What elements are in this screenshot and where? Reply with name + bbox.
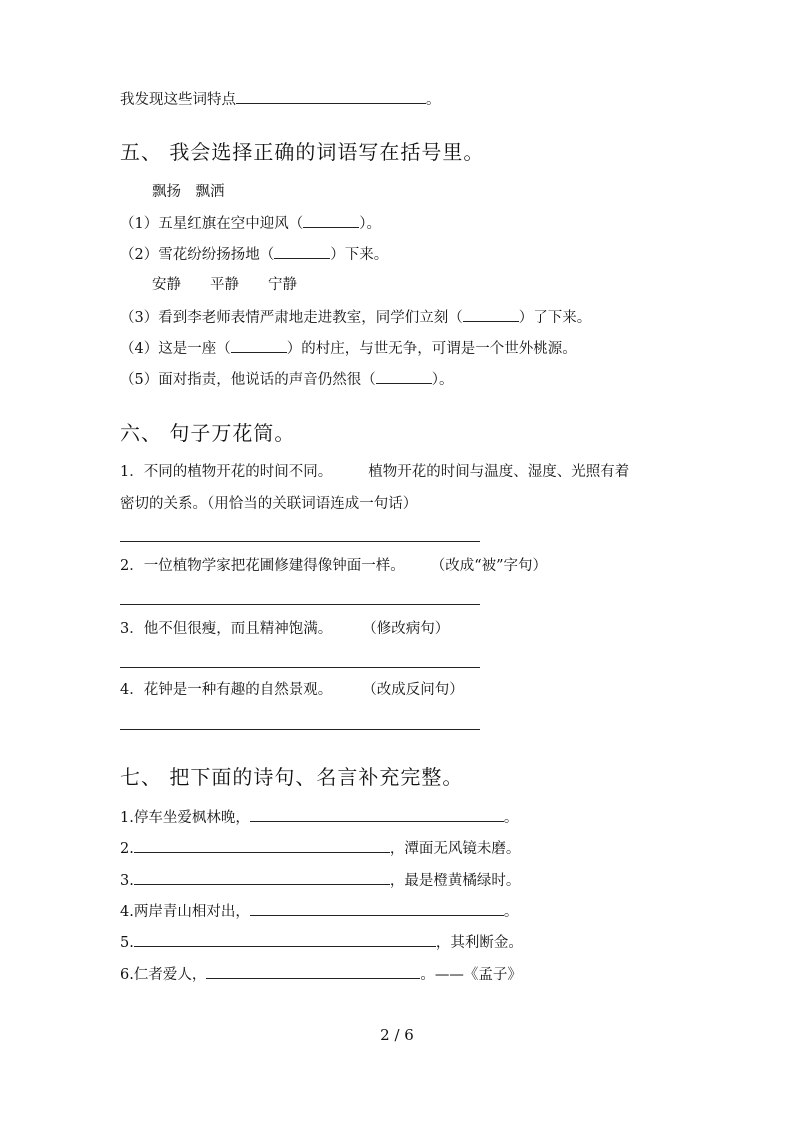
question-4: 4．花钟是一种有趣的自然景观。 （改成反问句） (120, 682, 464, 698)
answer-blank[interactable] (274, 244, 330, 259)
question-item: （2）雪花纷纷扬扬地（ ）下来。 (120, 244, 388, 265)
answer-blank[interactable] (250, 807, 504, 822)
answer-blank[interactable] (134, 932, 436, 947)
answer-line[interactable] (120, 729, 480, 730)
section-5-title: 五、 我会选择正确的词语写在括号里。 (120, 140, 485, 164)
answer-line[interactable] (120, 541, 480, 542)
answer-blank[interactable] (206, 964, 420, 979)
poem-item: 3. ，最是橙黄橘绿时。 (120, 870, 520, 891)
question-item: （1）五星红旗在空中迎风（ ）。 (120, 213, 381, 234)
poem-item: 1.停车坐爱枫林晚， 。 (120, 807, 518, 828)
poem-item: 6.仁者爱人， 。——《孟子》 (120, 964, 522, 985)
question-3: 3．他不但很瘦，而且精神饱满。 （修改病句） (120, 621, 450, 637)
answer-line[interactable] (120, 604, 480, 605)
answer-blank[interactable] (134, 870, 390, 885)
question-2: 2．一位植物学家把花圃修建得像钟面一样。 （改成“被”字句） (120, 558, 548, 574)
answer-blank[interactable] (236, 89, 426, 104)
question-item: （5）面对指责，他说话的声音仍然很（ ）。 (120, 369, 453, 390)
answer-blank[interactable] (303, 213, 359, 228)
section-6-title: 六、 句子万花筒。 (120, 421, 296, 445)
answer-blank[interactable] (463, 307, 519, 322)
word-feature-line: 我发现这些词特点 。 (120, 89, 441, 110)
page-number: 2 / 6 (380, 1026, 414, 1044)
answer-line[interactable] (120, 667, 480, 668)
question-item: （4）这是一座（ ）的村庄，与世无争，可谓是一个世外桃源。 (120, 338, 577, 359)
poem-item: 2. ，潭面无风镜未磨。 (120, 838, 520, 859)
question-1-line-2: 密切的关系。（用恰当的关联词语连成一句话） (120, 496, 418, 512)
poem-item: 4.两岸青山相对出， 。 (120, 901, 518, 922)
question-1-line-1: 1．不同的植物开花的时间不同。 植物开花的时间与温度、湿度、光照有着 (120, 464, 630, 480)
word-feature-prompt: 我发现这些词特点 (120, 92, 236, 108)
answer-blank[interactable] (250, 901, 504, 916)
word-options-1: 飘扬 飘洒 (152, 184, 225, 200)
poem-item: 5. ，其利断金。 (120, 932, 523, 953)
section-7-title: 七、 把下面的诗句、名言补充完整。 (120, 765, 464, 789)
question-item: （3）看到李老师表情严肃地走进教室，同学们立刻（ ）了下来。 (120, 307, 591, 328)
word-options-2: 安静 平静 宁静 (152, 277, 297, 293)
answer-blank[interactable] (134, 838, 390, 853)
answer-blank[interactable] (376, 369, 432, 384)
answer-blank[interactable] (231, 338, 287, 353)
